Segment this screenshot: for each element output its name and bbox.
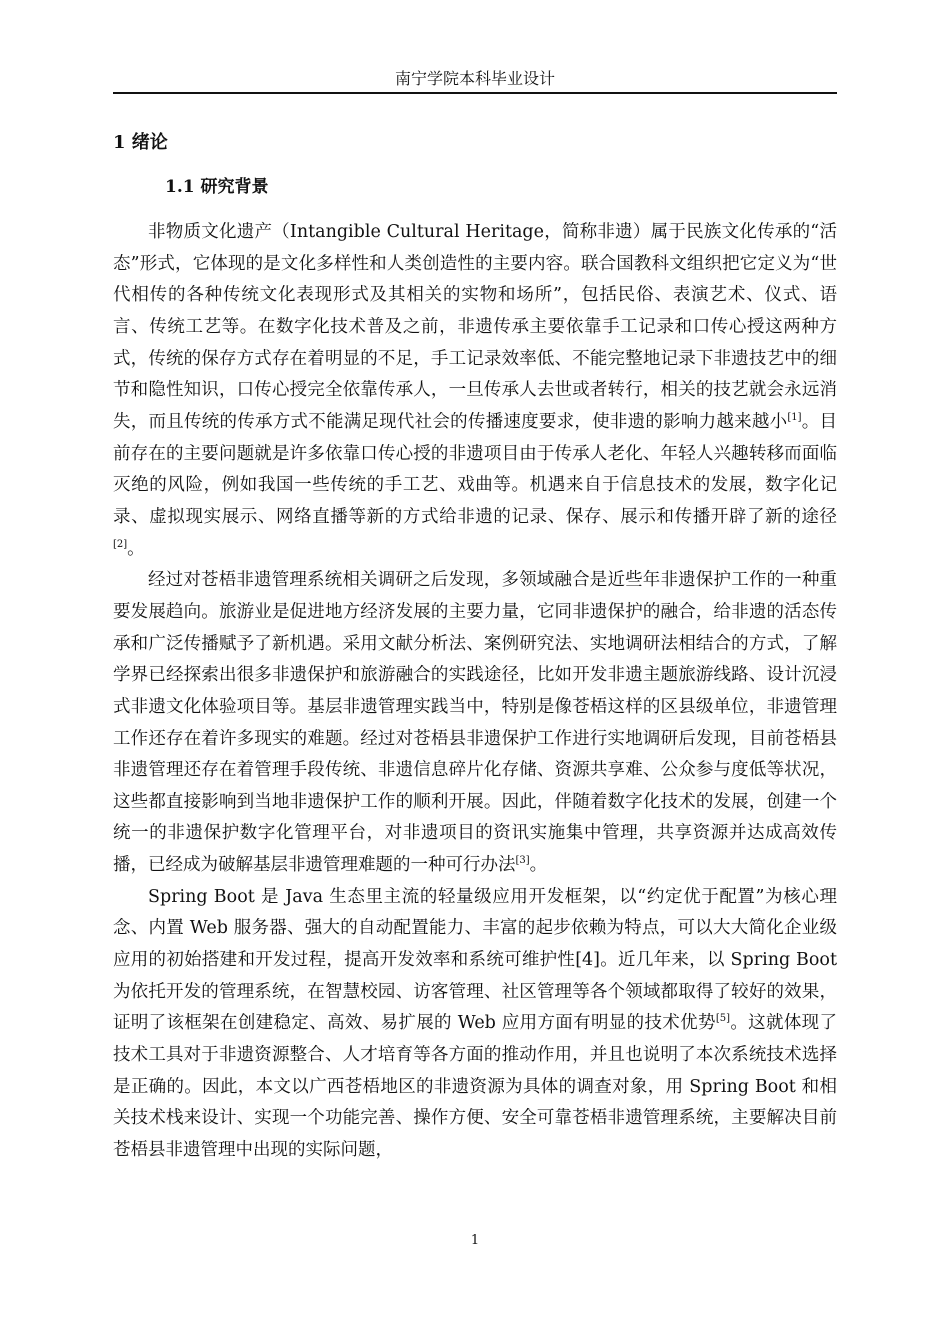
citation: [3] [515,855,530,867]
paragraph-2 [113,565,837,882]
chapter-heading: 1 绪论 [113,132,168,153]
citation: [1] [787,412,802,424]
paragraph-text: 。目前存在的主要问题就是许多依靠口传心授的非遗项目由于传承人老化、年轻人兴趣转移而面临灭绝的风险，例如我国一些传统的手工艺、戏曲等。机遇来自于信息技术的发展，数字化记录、虚拟现实展示、网络直播等新的方式给非遗的记录、保存、展示和传播开辟了新的途径 [113,411,838,527]
paragraph-text: 非物质文化遗产（Intangible Cultural Heritage，简称非遗）属于民族文化传承的“活态”形式，它体现的是文化多样性和人类创造性的主要内容。联合国教科文组织把它定义为“世代相传的各种传统文化表现形式及其相关的实物和场所”，包括民俗、表演艺术、仪式、语言、传统工艺等。在数字化技术普及之前，非遗传承主要依靠手工记录和口传心授这两种方式，传统的保存方式存在着明显的不足，手工记录效率低、不能完整地记录下非遗技艺中的细节和隐性知识，口传心授完全依靠传承人，一旦传承人去世或者转行，相关的技艺就会永远消失，而且传统的传承方式不能满足现代社会的传播速度要求，使非遗的影响力越来越小 [113,222,837,432]
paragraph-text: 。这就体现了技术工具对于非遗资源整合、人才培育等各方面的推动作用，并且也说明了本次系统技术选择是正确的。因此，本文以广西苍梧地区的非遗资源为具体的调查对象，用 Spring Boot 和相关技术栈来设计、实现一个功能完善、操作方便、安全可靠苍梧非遗管理系统，主要解决目前苍梧县非遗管理中出现的实际问题， [113,1013,837,1161]
section-heading: 1.1 研究背景 [165,177,269,197]
page-header [113,68,837,94]
paragraph-text: 。 [529,855,548,876]
citation: [2] [113,538,128,550]
body-text [113,217,837,1167]
paragraph-text: 。 [127,538,145,559]
page-number: 1 [470,1233,480,1248]
paragraph-1 [113,217,837,565]
paragraph-text: 经过对苍梧非遗管理系统相关调研之后发现，多领域融合是近些年非遗保护工作的一种重要发展趋向。旅游业是促进地方经济发展的主要力量，它同非遗保护的融合，给非遗的活态传承和广泛传播赋予了新机遇。采用文献分析法、案例研究法、实地调研法相结合的方式，了解学界已经探索出很多非遗保护和旅游融合的实践途径，比如开发非遗主题旅游线路、设计沉浸式非遗文化体验项目等。基层非遗管理实践当中，特别是像苍梧这样的区县级单位，非遗管理工作还存在着许多现实的难题。经过对苍梧县非遗保护工作进行实地调研后发现，目前苍梧县非遗管理还存在着管理手段传统、非遗信息碎片化存储、资源共享难、公众参与度低等状况，这些都直接影响到当地非遗保护工作的顺利开展。因此，伴随着数字化技术的发展，创建一个统一的非遗保护数字化管理平台，对非遗项目的资讯实施集中管理，共享资源并达成高效传播，已经成为破解基层非遗管理难题的一种可行办法 [113,570,837,876]
paragraph-text: Spring Boot 是 Java 生态里主流的轻量级应用开发框架，以“约定优于配置”为核心理念、内置 Web 服务器、强大的自动配置能力、丰富的起步依赖为特点，可以大大简化企业级应用的初始搭建和开发过程，提高开发效率和系统可维护性[4]。近几年来，以 Spring Boot 为依托开发的管理系统，在智慧校园、访客管理、社区管理等各个领域都取得了较好的效果，证明了该框架在创建稳定、高效、易扩展的 Web 应用方面有明显的技术优势 [113,886,837,1034]
citation: [5] [715,1013,730,1025]
paragraph-3 [113,882,837,1167]
header-title: 南宁学院本科毕业设计 [394,69,555,88]
